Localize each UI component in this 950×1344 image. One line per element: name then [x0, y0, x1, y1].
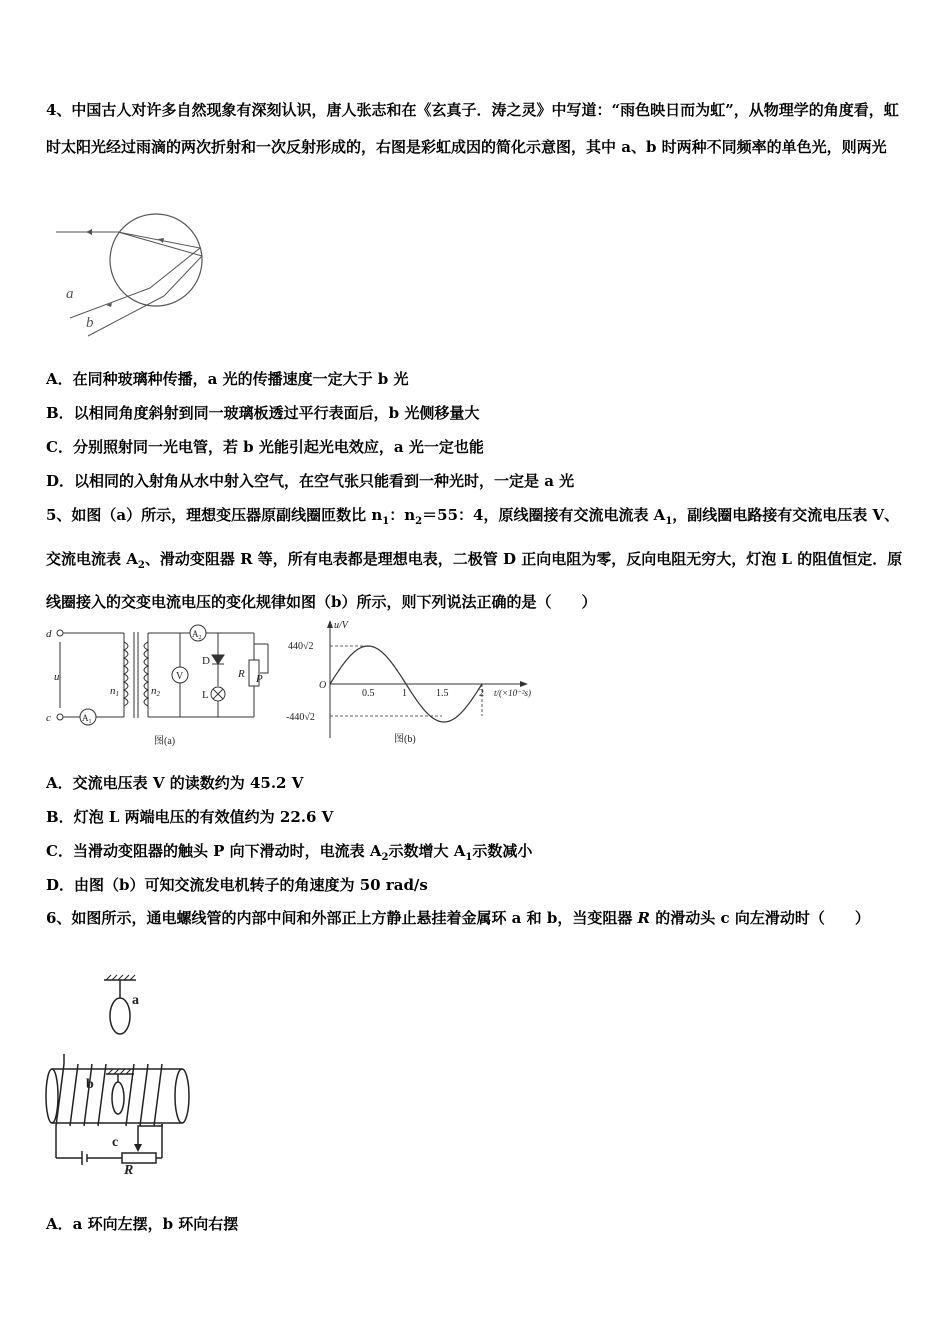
q5-option-c: C．当滑动变阻器的触头 P 向下滑动时，电流表 $A_2$示数增大 $A_1$示数减小	[46, 842, 533, 863]
x-axis-label: t/(×10⁻²s)	[494, 688, 532, 698]
voltmeter-label: V	[176, 671, 184, 682]
diode-label: D	[202, 655, 210, 667]
terminal-c-label: c	[46, 712, 51, 724]
ytick-positive: 440√2	[288, 641, 314, 652]
rheostat-r-label: R	[124, 1163, 134, 1176]
voltage-waveform-chart	[286, 618, 558, 750]
terminal-d-label: d	[46, 628, 52, 640]
q6-option-a: A．a 环向左摆，b 环向右摆	[46, 1215, 239, 1233]
ammeter-a2-label: $A_2$	[192, 629, 202, 641]
q6-stem: 6、如图所示，通电螺线管的内部中间和外部正上方静止悬挂着金属环 a 和 b，当变阻器 R 的滑动头 c 向左滑动时（ ）	[46, 909, 870, 927]
q4-option-c: C．分别照射同一光电管，若 b 光能引起光电效应，a 光一定也能	[46, 438, 484, 456]
y-axis-label: u/V	[334, 620, 348, 631]
rainbow-diagram	[52, 212, 212, 340]
q5-option-d: D．由图（b）可知交流发电机转子的角速度为 50 rad/s	[46, 876, 428, 894]
q4-option-b: B．以相同角度斜射到同一玻璃板透过平行表面后，b 光侧移量大	[46, 404, 480, 422]
q5-option-a: A．交流电压表 V 的读数约为 45.2 V	[46, 774, 304, 792]
origin-label: O	[319, 680, 327, 691]
xtick-2: 2	[479, 688, 484, 699]
q4-label-b: b	[86, 315, 94, 331]
ytick-negative: -440√2	[286, 712, 315, 723]
figure-a-caption: 图(a)	[154, 736, 176, 747]
ring-b-label: b	[86, 1077, 94, 1092]
xtick-1-5: 1.5	[436, 688, 449, 699]
slider-p-label: P	[256, 673, 263, 685]
transformer-circuit-diagram	[44, 620, 274, 748]
ammeter-a1-label: $A_1$	[82, 713, 92, 725]
solenoid-rings-diagram	[42, 974, 200, 1176]
q4-label-a: a	[66, 286, 74, 302]
slider-c-label: c	[112, 1135, 119, 1150]
xtick-0-5: 0.5	[362, 688, 375, 699]
q4-option-a: A．在同种玻璃种传播，a 光的传播速度一定大于 b 光	[46, 370, 409, 388]
q4-option-d: D．以相同的入射角从水中射入空气，在空气张只能看到一种光时，一定是 a 光	[46, 472, 575, 490]
q4-stem: 4、中国古人对许多自然现象有深刻认识，唐人张志和在《玄真子．涛之灵》中写道：“雨色映日而为虹”，从物理学的角度看，虹时太阳光经过雨滴的两次折射和一次反射形成的，右图是彩虹成因的简化示意图，其中 a、b 时两种不同频率的单色光，则两光	[46, 101, 899, 156]
voltage-u-label: u	[54, 671, 60, 683]
q5-option-b: B．灯泡 L 两端电压的有效值约为 22.6 V	[46, 808, 334, 826]
coil-n1-label: n1	[110, 685, 119, 698]
xtick-1: 1	[402, 688, 407, 699]
coil-n2-label: n2	[151, 685, 160, 698]
lamp-label: L	[202, 689, 209, 701]
ring-a-label: a	[132, 993, 139, 1008]
figure-b-caption: 图(b)	[394, 734, 416, 745]
q5-stem: 5、如图（a）所示，理想变压器原副线圈匝数比 $n_1$：$n_2=55$：4，原线圈接有交流电流表 $A_1$，副线圈电路接有交流电压表 V、交流电流表 $A_2$、滑动变阻器 R 等，所有电表都是理想电表，二极管 D 正向电阻为零，反向电阻无穷大，灯泡 L 的阻值恒定．原线圈接入的交变电流电压的变化规律如图（b）所示，则下列说法正确的是（ ）	[46, 506, 903, 611]
resistor-r-label: R	[238, 668, 245, 680]
